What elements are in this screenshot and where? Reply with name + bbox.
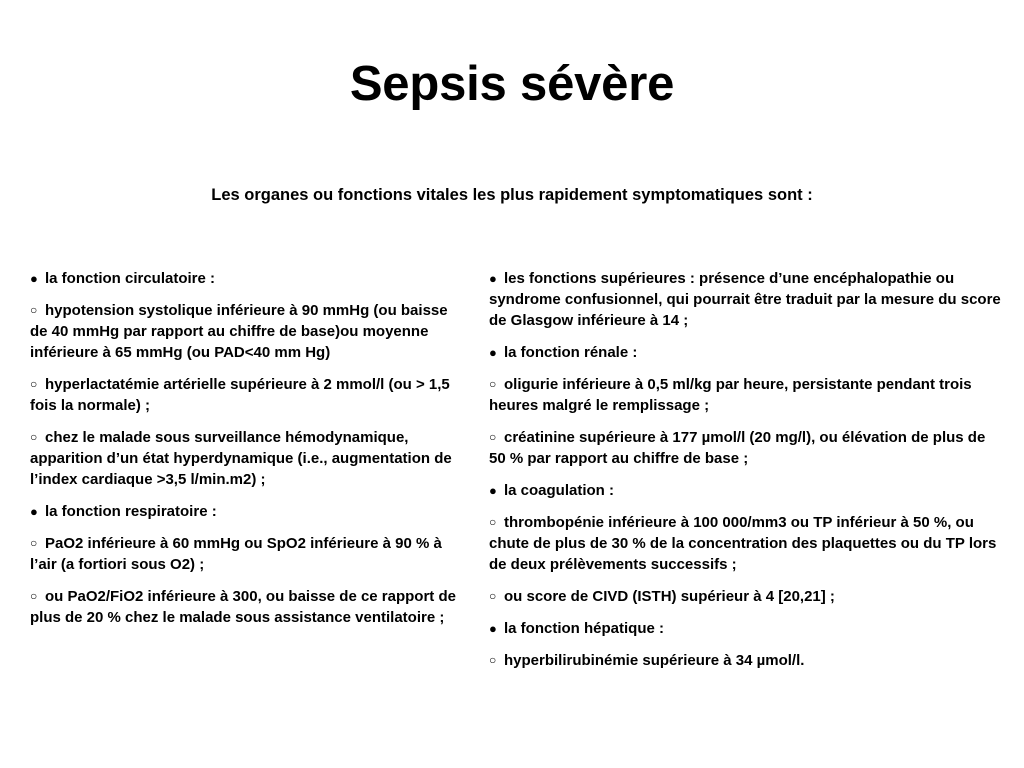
bullet-hollow-icon: ○ bbox=[489, 515, 497, 529]
list-item bbox=[489, 427, 1005, 469]
list-item-text: hyperlactatémie artérielle supérieure à 2 mmol/l (ou > 1,5 fois la normale) ; bbox=[30, 376, 450, 414]
bullet-hollow-icon: ○ bbox=[30, 589, 38, 603]
list-item bbox=[30, 427, 468, 490]
list-item-text: chez le malade sous surveillance hémodynamique, apparition d’un état hyperdynamique (i.e., augmentation de l’index cardiaque >3,5 l/min.m2) ; bbox=[30, 429, 452, 488]
list-item-text: ou score de CIVD (ISTH) supérieur à 4 [20,21] ; bbox=[504, 588, 835, 605]
bullet-filled-icon: ● bbox=[489, 483, 497, 498]
bullet-hollow-icon: ○ bbox=[30, 430, 38, 444]
bullet-hollow-icon: ○ bbox=[30, 536, 38, 550]
bullet-filled-icon: ● bbox=[30, 504, 38, 519]
list-item-text: la fonction respiratoire : bbox=[45, 503, 217, 520]
bullet-filled-icon: ● bbox=[489, 271, 497, 286]
list-item-text: ou PaO2/FiO2 inférieure à 300, ou baisse de ce rapport de plus de 20 % chez le malade sous assistance ventilatoire ; bbox=[30, 588, 456, 626]
list-item-text: hyperbilirubinémie supérieure à 34 µmol/l. bbox=[504, 652, 805, 669]
list-item bbox=[30, 586, 468, 628]
list-item bbox=[489, 586, 1005, 607]
list-item-text: hypotension systolique inférieure à 90 mmHg (ou baisse de 40 mmHg par rapport au chiffre de base)ou moyenne inférieure à 65 mmHg (ou PAD<40 mm Hg) bbox=[30, 302, 448, 361]
content-columns bbox=[0, 268, 1024, 688]
list-item bbox=[30, 501, 468, 522]
list-item bbox=[489, 268, 1005, 331]
page-title: Sepsis sévère bbox=[349, 57, 675, 111]
list-item-text: thrombopénie inférieure à 100 000/mm3 ou TP inférieur à 50 %, ou chute de plus de 30 % de la concentration des plaquettes ou du TP lors de deux prélèvements successifs ; bbox=[489, 514, 997, 573]
list-item-text: la fonction circulatoire : bbox=[45, 270, 216, 287]
left-column bbox=[30, 268, 468, 628]
list-item bbox=[30, 533, 468, 575]
list-item bbox=[489, 480, 1005, 501]
list-item-text: créatinine supérieure à 177 µmol/l (20 mg/l), ou élévation de plus de 50 % par rapport au chiffre de base ; bbox=[489, 429, 986, 467]
list-item-text: PaO2 inférieure à 60 mmHg ou SpO2 inférieure à 90 % à l’air (a fortiori sous O2) ; bbox=[30, 535, 442, 573]
list-item bbox=[489, 342, 1005, 363]
list-item bbox=[30, 300, 468, 363]
list-item-text: oligurie inférieure à 0,5 ml/kg par heure, persistante pendant trois heures malgré le remplissage ; bbox=[489, 376, 972, 414]
bullet-hollow-icon: ○ bbox=[30, 377, 38, 391]
list-item bbox=[489, 374, 1005, 416]
list-item-text: les fonctions supérieures : présence d’une encéphalopathie ou syndrome confusionnel, qui pourrait être traduit par la mesure du score de Glasgow inférieure à 14 ; bbox=[489, 270, 1001, 329]
bullet-hollow-icon: ○ bbox=[489, 589, 497, 603]
list-item-text: la fonction rénale : bbox=[504, 344, 638, 361]
bullet-hollow-icon: ○ bbox=[489, 377, 497, 391]
list-item-text: la coagulation : bbox=[504, 482, 615, 499]
list-item bbox=[30, 374, 468, 416]
list-item bbox=[489, 618, 1005, 639]
bullet-hollow-icon: ○ bbox=[489, 653, 497, 667]
bullet-filled-icon: ● bbox=[489, 621, 497, 636]
bullet-hollow-icon: ○ bbox=[30, 303, 38, 317]
right-column bbox=[489, 268, 1005, 671]
list-item bbox=[489, 650, 1005, 671]
bullet-filled-icon: ● bbox=[30, 271, 38, 286]
bullet-hollow-icon: ○ bbox=[489, 430, 497, 444]
bullet-filled-icon: ● bbox=[489, 345, 497, 360]
list-item bbox=[489, 512, 1005, 575]
list-item bbox=[30, 268, 468, 289]
slide-subtitle: Les organes ou fonctions vitales les plus rapidement symptomatiques sont : bbox=[211, 186, 813, 204]
list-item-text: la fonction hépatique : bbox=[504, 620, 664, 637]
